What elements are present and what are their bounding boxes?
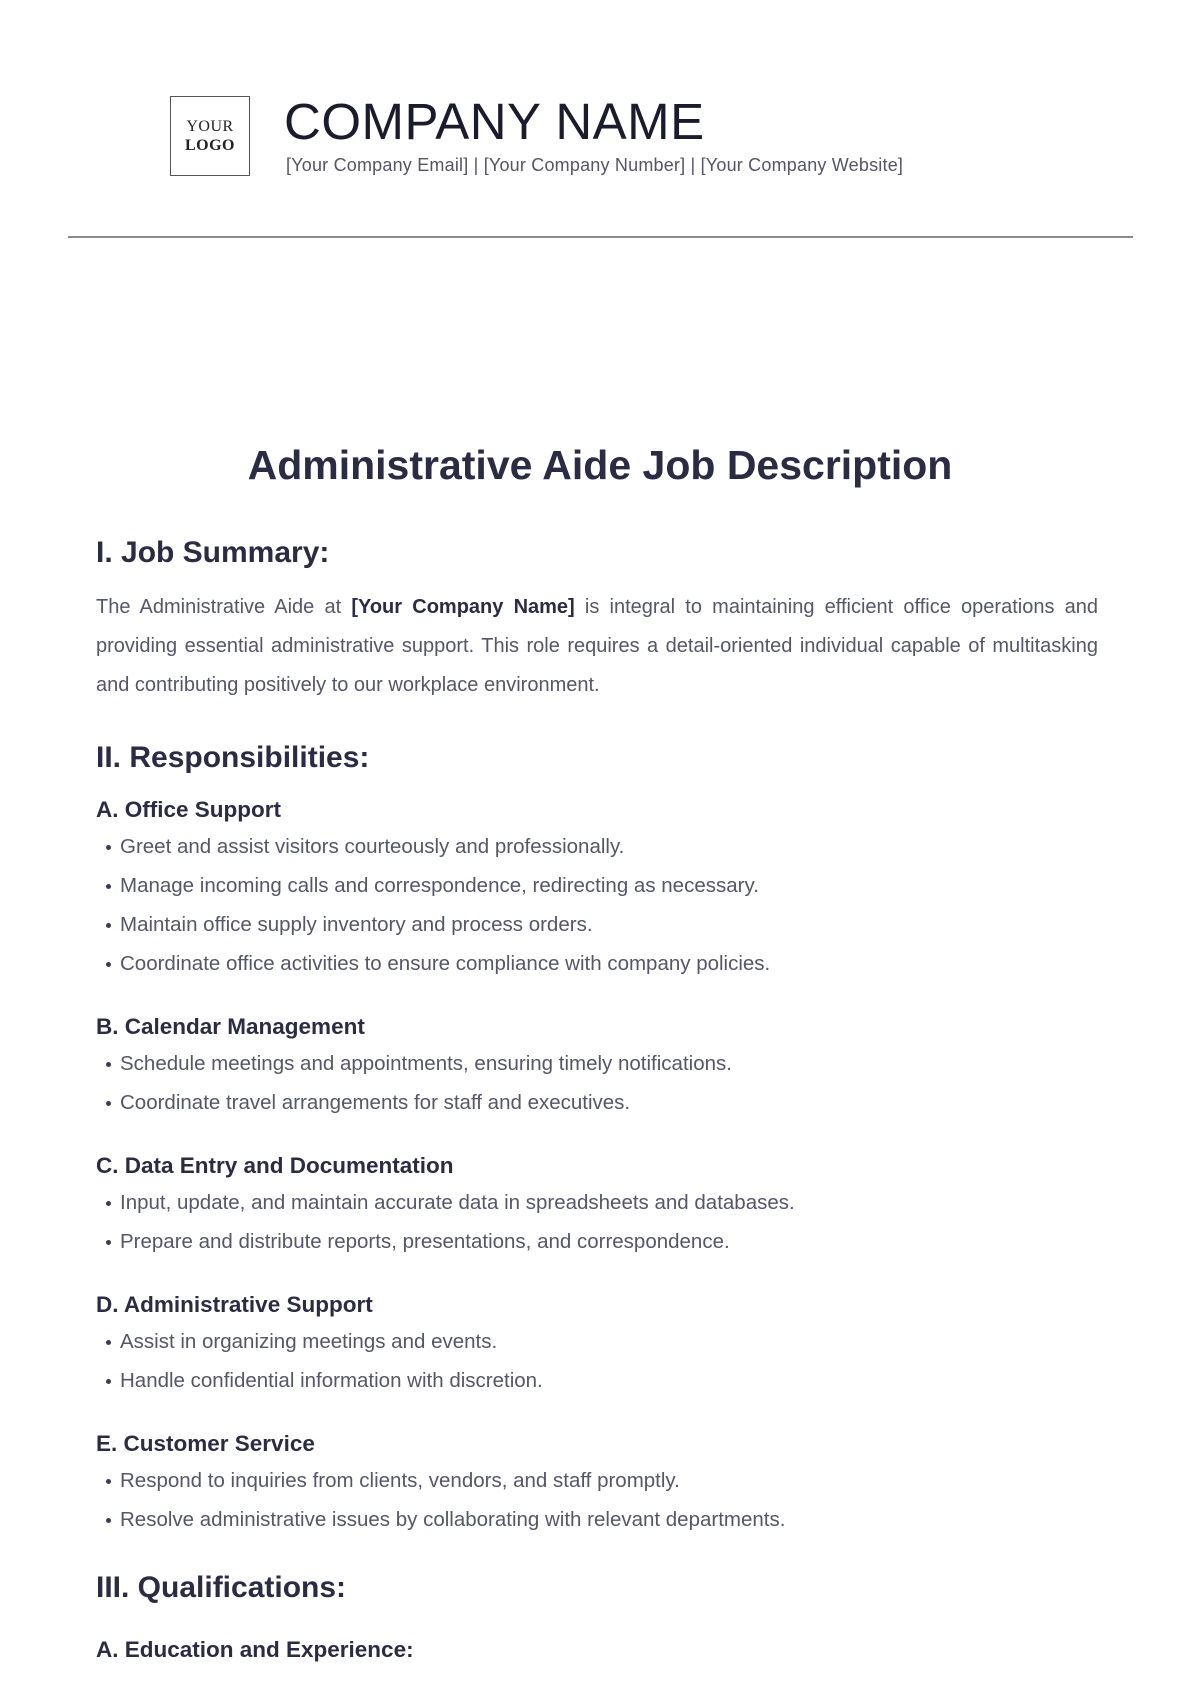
group-title: B. Calendar Management: [96, 1014, 365, 1039]
bullet-list: [96, 1461, 1098, 1539]
group-title: D. Administrative Support: [96, 1292, 373, 1317]
group-title: C. Data Entry and Documentation: [96, 1153, 454, 1178]
summary-text-after: is integral to maintaining efficient office operations and providing essential administrative support. This role requires a detail-oriented individual capable of multitasking and contributing positively to our workplace environment.: [96, 596, 1098, 696]
responsibility-group-calendar-management: [96, 1010, 1098, 1122]
job-summary-paragraph: [96, 588, 1098, 705]
document-title: Administrative Aide Job Description: [247, 442, 953, 488]
bullet-list: [96, 1322, 1098, 1400]
list-item: Greet and assist visitors courteously and professionally.: [96, 827, 1098, 866]
list-item: Assist in organizing meetings and events.: [96, 1322, 1098, 1361]
company-logo: [170, 96, 250, 176]
company-name: COMPANY NAME: [284, 93, 705, 150]
responsibility-group-data-entry: [96, 1149, 1098, 1261]
list-item: Schedule meetings and appointments, ensuring timely notifications.: [96, 1044, 1098, 1083]
job-summary-heading: I. Job Summary:: [96, 536, 330, 569]
qualifications-heading: III. Qualifications:: [96, 1571, 347, 1604]
responsibility-group-customer-service: [96, 1427, 1098, 1539]
qualifications-section: [96, 1565, 1098, 1667]
bullet-list: [96, 827, 1098, 983]
logo-line-1: YOUR: [186, 118, 234, 135]
group-title: E. Customer Service: [96, 1431, 315, 1456]
list-item: Resolve administrative issues by collaborating with relevant departments.: [96, 1500, 1098, 1539]
group-title: A. Office Support: [96, 797, 281, 822]
bullet-list: [96, 1044, 1098, 1122]
list-item: Handle confidential information with discretion.: [96, 1361, 1098, 1400]
summary-text-before: The Administrative Aide at: [96, 596, 352, 618]
list-item: Coordinate travel arrangements for staff and executives.: [96, 1083, 1098, 1122]
job-summary-section: [96, 530, 1098, 705]
education-experience-subheading: A. Education and Experience:: [96, 1637, 414, 1662]
document-body: [96, 530, 1098, 1667]
responsibility-group-administrative-support: [96, 1288, 1098, 1400]
list-item: Coordinate office activities to ensure compliance with company policies.: [96, 944, 1098, 983]
list-item: Input, update, and maintain accurate data in spreadsheets and databases.: [96, 1183, 1098, 1222]
company-name-placeholder: [Your Company Name]: [351, 596, 575, 618]
header-divider: [68, 236, 1133, 238]
logo-line-2: LOGO: [184, 137, 235, 154]
list-item: Maintain office supply inventory and process orders.: [96, 905, 1098, 944]
responsibility-group-office-support: [96, 793, 1098, 983]
list-item: Manage incoming calls and correspondence, redirecting as necessary.: [96, 866, 1098, 905]
list-item: Prepare and distribute reports, presentations, and correspondence.: [96, 1222, 1098, 1261]
bullet-list: [96, 1183, 1098, 1261]
responsibilities-heading: II. Responsibilities:: [96, 741, 370, 774]
list-item: Respond to inquiries from clients, vendors, and staff promptly.: [96, 1461, 1098, 1500]
company-contact-info: [Your Company Email] | [Your Company Number] | [Your Company Website]: [286, 155, 904, 175]
responsibilities-section: [96, 735, 1098, 1539]
